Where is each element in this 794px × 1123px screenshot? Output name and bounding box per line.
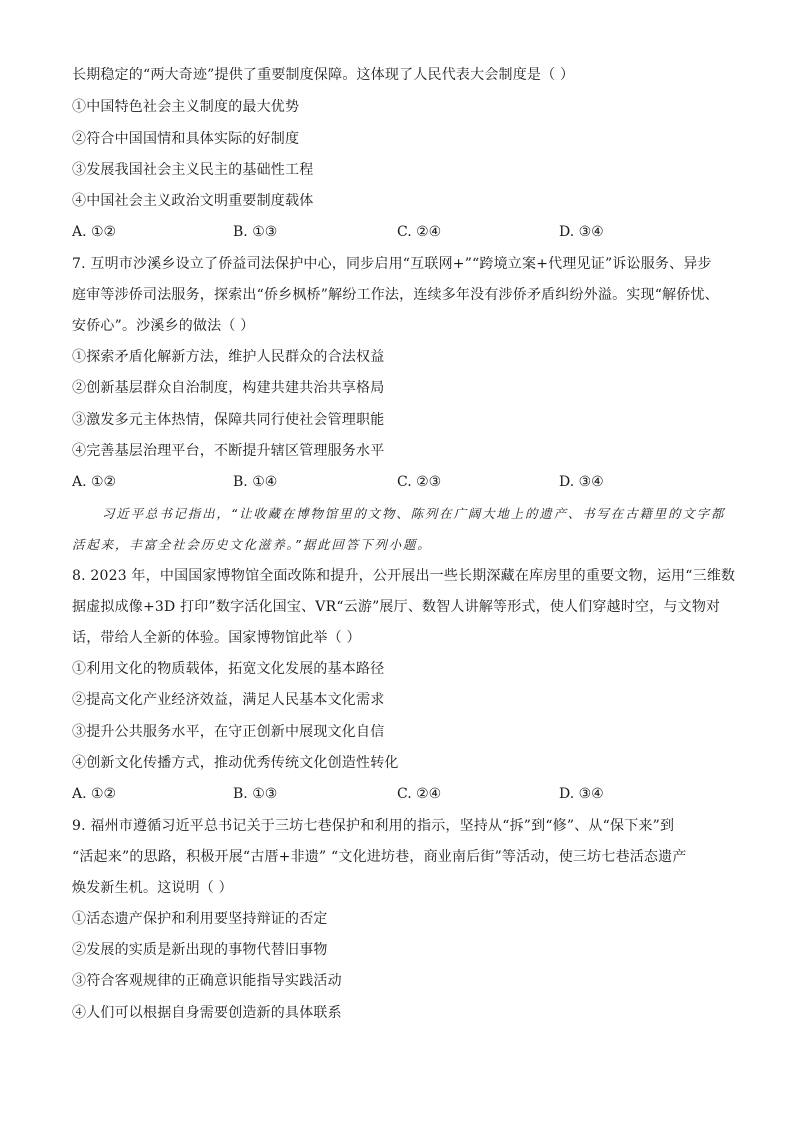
material-line-1: 习近平总书记指出，“让收藏在博物馆里的文物、陈列在广阔大地上的遗产、书写在古籍里的文字都	[102, 506, 726, 521]
q9-statement-2: ②发展的实质是新出现的事物代替旧事物	[72, 942, 328, 958]
q7-stem-line-2: 庭审等涉侨司法服务，探索出“侨乡枫桥”解纷工作法，连续多年没有涉侨矛盾纠纷外溢。实现“解侨忧、	[72, 287, 719, 303]
q9-stem-line-1: 9. 福州市遵循习近平总书记关于三坊七巷保护和利用的指示，坚持从“拆”到“修”、从“保下来”到	[72, 818, 675, 834]
q7-option-b: B. ①④	[233, 474, 278, 490]
q7-option-d: D. ③④	[559, 474, 604, 490]
q9-stem-line-2: “活起来”的思路，积极开展“古厝+非遗” “文化进坊巷，商业南后街”等活动，使三坊七巷活态遗产	[72, 849, 687, 865]
q8-option-c: C. ②④	[397, 786, 442, 802]
q6-stem-end: 长期稳定的“两大奇迹”提供了重要制度保障。这体现了人民代表大会制度是（ ）	[72, 67, 575, 83]
q8-statement-4: ④创新文化传播方式，推动优秀传统文化创造性转化	[72, 755, 399, 771]
q8-statement-1: ①利用文化的物质载体，拓宽文化发展的基本路径	[72, 661, 385, 677]
q8-stem-line-3: 话，带给人全新的体验。国家博物馆此举（ ）	[72, 630, 361, 646]
q6-option-b: B. ①③	[233, 224, 278, 240]
q9-stem-line-3: 焕发新生机。这说明（ ）	[72, 880, 233, 896]
q8-options	[72, 785, 652, 803]
q7-statement-4: ④完善基层治理平台，不断提升辖区管理服务水平	[72, 443, 385, 459]
q8-statement-3: ③提升公共服务水平，在守正创新中展现文化自信	[72, 724, 385, 740]
q6-options	[72, 223, 652, 241]
q8-option-b: B. ①③	[233, 786, 278, 802]
q7-option-a: A. ①②	[72, 474, 117, 490]
q8-statement-2: ②提高文化产业经济效益，满足人民基本文化需求	[72, 692, 385, 708]
q6-option-a: A. ①②	[72, 224, 117, 240]
q9-statement-1: ①活态遗产保护和利用要坚持辩证的否定	[72, 911, 328, 927]
q6-option-d: D. ③④	[559, 224, 604, 240]
material-line-2: 活起来，丰富全社会历史文化滋养。”据此回答下列小题。	[72, 537, 432, 552]
q6-statement-1: ①中国特色社会主义制度的最大优势	[72, 99, 300, 115]
q6-statement-3: ③发展我国社会主义民主的基础性工程	[72, 162, 314, 178]
q7-options	[72, 473, 652, 491]
q7-stem-line-3: 安侨心”。沙溪乡的做法（ ）	[72, 318, 255, 334]
q6-statement-2: ②符合中国国情和具体实际的好制度	[72, 131, 300, 147]
q7-option-c: C. ②③	[397, 474, 442, 490]
q8-stem-line-1: 8. 2023 年，中国国家博物馆全面改陈和提升，公开展出一些长期深藏在库房里的重要文物，运用“三维数	[72, 568, 736, 584]
q6-statement-4: ④中国社会主义政治文明重要制度载体	[72, 193, 314, 209]
q6-option-c: C. ②④	[397, 224, 442, 240]
q9-statement-3: ③符合客观规律的正确意识能指导实践活动	[72, 973, 342, 989]
q7-stem-line-1: 7. 互明市沙溪乡设立了侨益司法保护中心，同步启用“互联网+”“跨境立案+代理见证”诉讼服务、异步	[72, 256, 712, 272]
q8-stem-line-2: 据虚拟成像+3D 打印”数字活化国宝、VR“云游”展厅、数智人讲解等形式，使人们穿越时空，与文物对	[72, 599, 721, 615]
q7-statement-1: ①探索矛盾化解新方法，维护人民群众的合法权益	[72, 349, 385, 365]
q8-option-d: D. ③④	[559, 786, 604, 802]
q8-option-a: A. ①②	[72, 786, 117, 802]
q9-statement-4: ④人们可以根据自身需要创造新的具体联系	[72, 1005, 342, 1021]
q7-statement-3: ③激发多元主体热情，保障共同行使社会管理职能	[72, 412, 385, 428]
q7-statement-2: ②创新基层群众自治制度，构建共建共治共享格局	[72, 380, 385, 396]
